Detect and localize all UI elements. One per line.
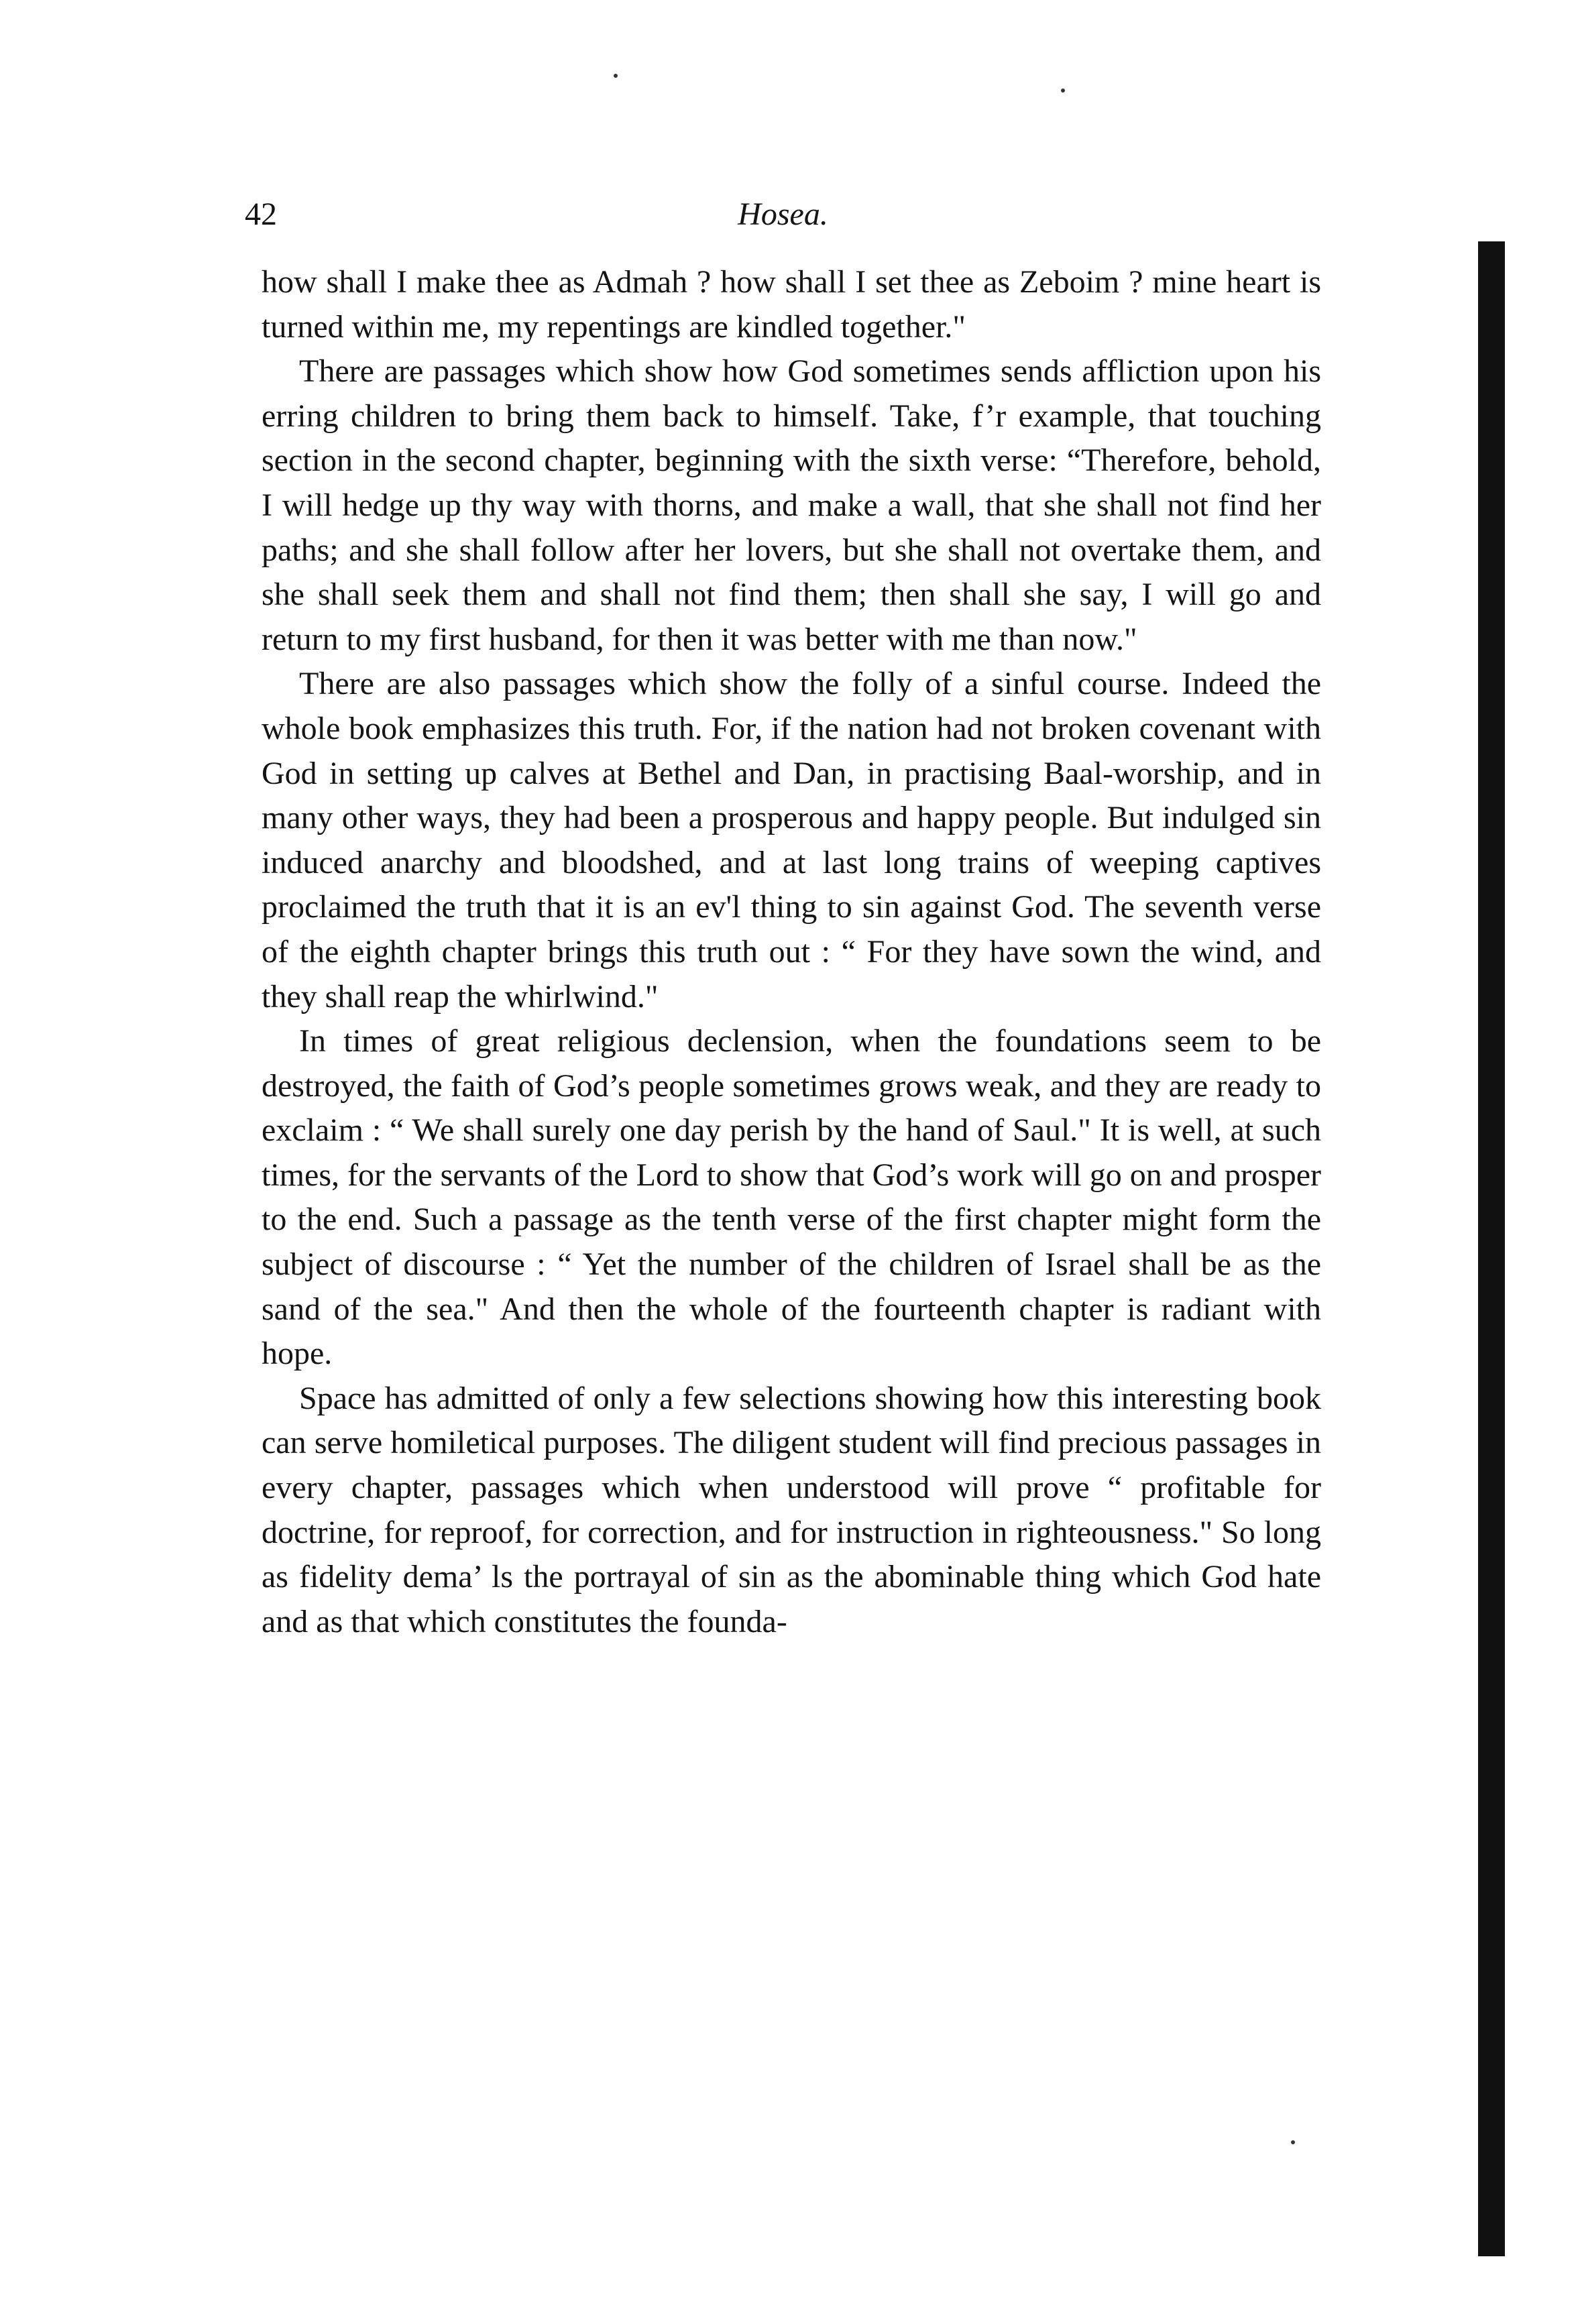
scan-speck [614, 74, 618, 78]
scan-edge-shadow [1478, 241, 1505, 2256]
paragraph: In times of great religious declension, when the foundations seem to be destroyed, the faith of God’s people sometimes grows weak, and they are ready to exclaim : “ We shall surely one day perish by the hand of Saul." It is well, at such times, for the servants of the Lord to show that God’s work will go on and prosper to the end. Such a passage as the tenth verse of the first chapter might form the subject of discourse : “ Yet the number of the children of Israel shall be as the sand of the sea." And then the whole of the fourteenth chapter is radiant with hope. [262, 1023, 1321, 1372]
page-number: 42 [245, 196, 277, 232]
paragraph: There are also passages which show the folly of a sinful course. Indeed the whole book emphasizes this truth. For, if the nation had not broken covenant with God in setting up calves at Bethel and Dan, in practising Baal-worship, and in many other ways, they had been a prosperous and happy people. But indulged sin induced anarchy and bloodshed, and at last long trains of weeping captives proclaimed the truth that it is an ev'l thing to sin against God. The seventh verse of the eighth chapter brings this truth out : “ For they have sown the wind, and they shall reap the whirlwind." [262, 666, 1321, 1014]
scan-speck [1291, 2140, 1295, 2144]
page-header [245, 188, 1321, 241]
paragraph-continued: how shall I make thee as Admah ? how shall I set thee as Zeboim ? mine heart is turned within me, my repentings are kindled together." [262, 264, 1321, 345]
paragraph: There are passages which show how God sometimes sends affliction upon his erring children to bring them back to himself. Take, f’r example, that touching section in the second chapter, beginning with the sixth verse: “Therefore, behold, I will hedge up thy way with thorns, and make a wall, that she shall not find her paths; and she shall follow after her lovers, but she shall not overtake them, and she shall seek them and shall not find them; then shall she say, I will go and return to my first husband, for then it was better with me than now." [262, 353, 1321, 657]
body-text [262, 260, 1321, 1644]
paragraph: Space has admitted of only a few selections showing how this interesting book can serve homiletical purposes. The diligent student will find precious passages in every chapter, passages which when understood will prove “ profitable for doctrine, for reproof, for correction, and for instruction in righteousness." So long as fidelity dema’ ls the portrayal of sin as the abominable thing which God hate and as that which constitutes the founda- [262, 1380, 1321, 1639]
running-head: Hosea. [738, 196, 828, 232]
scan-speck [1061, 89, 1065, 93]
